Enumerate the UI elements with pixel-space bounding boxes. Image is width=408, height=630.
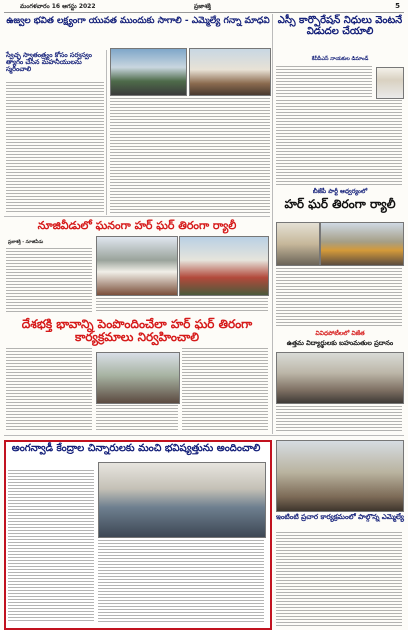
headline-a8: ఇంటింటి ప్రచార కార్యక్రమంలో పాల్గొన్న ఎమ్మెల్యే <box>276 513 404 521</box>
section-divider <box>4 216 270 217</box>
article-photo <box>96 236 178 296</box>
column-divider <box>272 14 273 434</box>
subheadline-a1: స్వేచ్ఛ స్వాతంత్ర్యం కోసం సర్వస్వం త్యాగం చేసిన మహనీయులను స్మరించాలి <box>6 51 92 73</box>
article-body <box>8 470 94 622</box>
article-body <box>276 268 402 326</box>
article-body <box>6 248 92 312</box>
kicker-a2: కేవీపీఎస్ నాయకుల డిమాండ్ <box>311 56 369 62</box>
article-photo <box>98 462 266 538</box>
article-photo <box>189 48 271 96</box>
article-body <box>98 540 264 622</box>
article-photo <box>96 352 180 404</box>
article-body <box>182 348 268 432</box>
article-body <box>6 82 104 212</box>
headline-a7: అంగన్వాడీ కేంద్రాల చిన్నారులకు మంచి భవిష్యత్తును అందించాలి <box>11 443 261 454</box>
article-photo <box>179 236 269 296</box>
headline-a4: దేశభక్తి భావాన్ని పెంపొందించేలా హర్ ఘర్ తిరంగా కార్యక్రమాలు నిర్వహించాలి <box>21 317 253 344</box>
article-photo <box>276 352 404 404</box>
headline-a6: ఉత్తమ విద్యార్థులకు బహుమతుల ప్రదానం <box>286 339 394 347</box>
article-body <box>276 66 372 98</box>
page-number: 5 <box>395 2 400 10</box>
article-body <box>6 348 92 432</box>
issue-date: మంగళవారం 16 ఆగస్టు 2022 <box>20 3 96 10</box>
byline-a3: ప్రజాశక్తి - నూజివీడు <box>8 240 44 245</box>
article-body <box>110 98 270 213</box>
headline-a5: హర్ ఘర్ తిరంగా ర్యాలీ <box>284 197 396 211</box>
article-photo <box>110 48 187 96</box>
kicker-a5: బీజేపీ పార్టీ ఆధ్వర్యంలో <box>312 188 368 195</box>
headline-a1: ఉజ్వల భవిత లక్ష్యంగా యువత ముందుకు సాగాలి - ఎమ్మెల్యే గన్నా మాధవి <box>6 16 270 26</box>
masthead <box>4 2 404 13</box>
column-divider <box>106 50 107 215</box>
article-photo <box>276 222 320 266</box>
section-divider <box>4 435 404 436</box>
article-body <box>96 298 268 312</box>
article-photo <box>320 222 404 266</box>
headline-a2: ఎస్సీ కార్పొరేషన్ నిధులు వెంటనే విడుదల చేయాలి <box>277 15 403 37</box>
article-body <box>96 405 178 432</box>
article-photo <box>276 440 404 512</box>
article-body <box>276 406 402 432</box>
portrait-photo <box>376 67 404 99</box>
article-body <box>276 100 402 185</box>
paper-name: ప్రజాశక్తి <box>194 3 211 10</box>
article-body <box>276 532 402 626</box>
kicker-a6: వివిధపోటీలలో విజేత <box>315 330 365 337</box>
headline-a3: నూజివీడులో ఘనంగా హర్ ఘర్ తిరంగా ర్యాలీ <box>37 219 237 232</box>
